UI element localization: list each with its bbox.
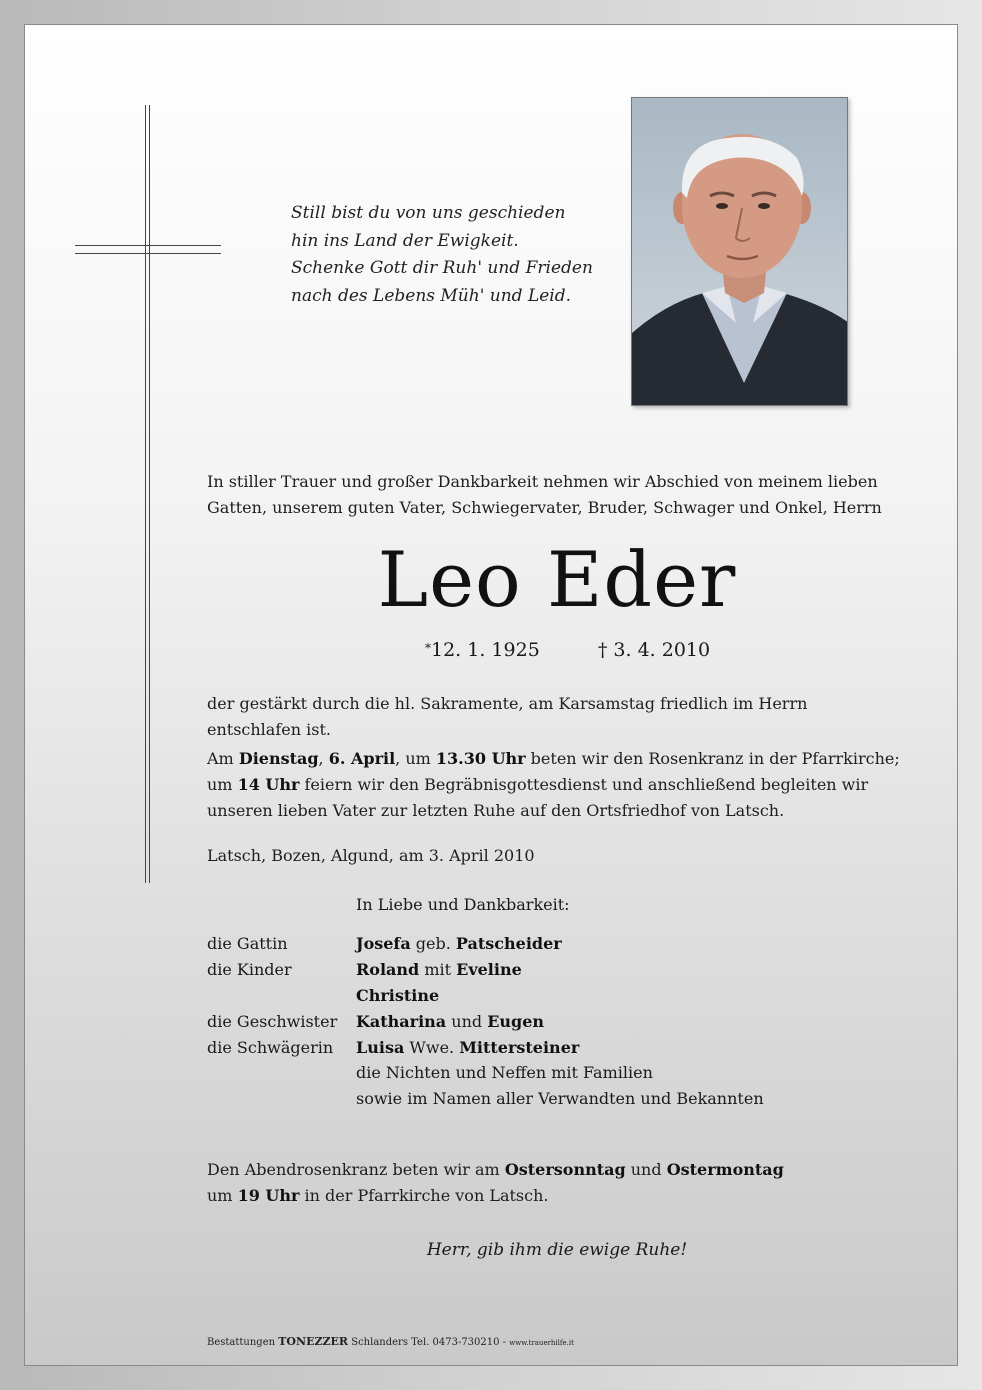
birth-date: 12. 1. 1925 (431, 639, 540, 661)
intro-text (207, 469, 927, 521)
obituary-card (24, 24, 958, 1366)
poem-line: Schenke Gott dir Ruh' und Frieden (291, 258, 593, 278)
signoff: In Liebe und Dankbarkeit: (356, 895, 570, 914)
funeral-home-footer: Bestattungen TONEZZER Schlanders Tel. 0473-730210 - www.trauerhilfe.it (207, 1335, 574, 1348)
evening-rosary (207, 1157, 927, 1209)
poem-line: nach des Lebens Müh' und Leid. (291, 285, 572, 306)
funeral-details (207, 746, 927, 824)
funeral-line-1: Am Dienstag, 6. April, um 13.30 Uhr beten wir den Rosenkranz in der Pfarrkirche; (207, 749, 900, 768)
portrait-photo (631, 97, 848, 406)
footer-url: www.trauerhilfe.it (509, 1339, 574, 1347)
mourner-row-siblings: die Geschwister Katharina und Eugen (207, 1012, 545, 1031)
death-symbol: † (597, 639, 608, 661)
cross-horizontal-beam (75, 245, 221, 254)
funeral-line-2: um 14 Uhr feiern wir den Begräbnisgottesdienst und anschließend begleiten wir (207, 775, 869, 794)
sacrament-line: der gestärkt durch die hl. Sakramente, am Karsamstag friedlich im Herrn (207, 694, 808, 713)
mourner-row-wife: die Gattin Josefa geb. Patscheider (207, 934, 562, 953)
sacrament-line: entschlafen ist. (207, 720, 331, 739)
mourner-row-child-2: Christine (356, 986, 440, 1005)
birth-symbol: * (425, 641, 431, 655)
intro-line: In stiller Trauer und großer Dankbarkeit nehmen wir Abschied von meinem lieben (207, 472, 878, 491)
mourner-row-sister-in-law: die Schwägerin Luisa Wwe. Mittersteiner (207, 1038, 580, 1057)
intro-line: Gatten, unserem guten Vater, Schwiegervater, Bruder, Schwager und Onkel, Herrn (207, 498, 882, 517)
mourner-row-relatives: sowie im Namen aller Verwandten und Bekannten (356, 1089, 764, 1108)
evening-line-2: um 19 Uhr in der Pfarrkirche von Latsch. (207, 1186, 549, 1205)
poem-line: Still bist du von uns geschieden (291, 203, 566, 223)
memorial-poem (291, 200, 593, 310)
life-dates (425, 637, 710, 663)
cross-vertical-beam (145, 105, 150, 883)
sacrament-text (207, 691, 927, 743)
funeral-line-3: unseren lieben Vater zur letzten Ruhe auf den Ortsfriedhof von Latsch. (207, 801, 785, 820)
mourner-row-children: die Kinder Roland mit Eveline (207, 960, 522, 979)
mourner-row-nieces: die Nichten und Neffen mit Familien (356, 1063, 653, 1082)
poem-line: hin ins Land der Ewigkeit. (291, 230, 519, 251)
closing-prayer: Herr, gib ihm die ewige Ruhe! (426, 1240, 688, 1260)
place-date: Latsch, Bozen, Algund, am 3. April 2010 (207, 846, 535, 865)
deceased-name: Leo Eder (377, 535, 737, 624)
evening-line-1: Den Abendrosenkranz beten wir am Ostersonntag und Ostermontag (207, 1160, 784, 1179)
death-date: 3. 4. 2010 (613, 639, 711, 661)
